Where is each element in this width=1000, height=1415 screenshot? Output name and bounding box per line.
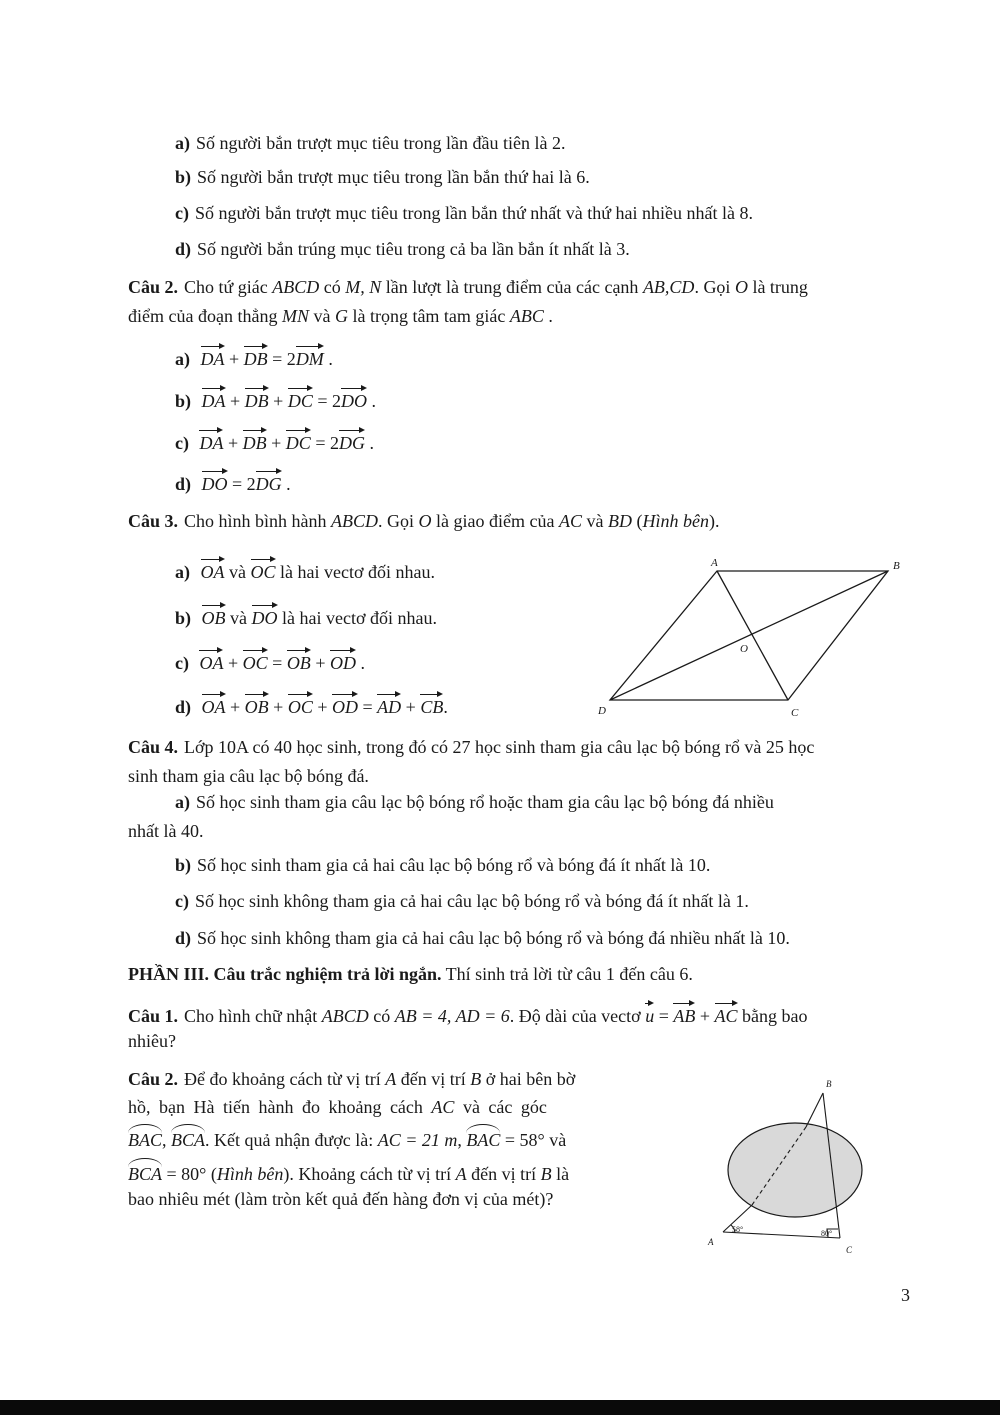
cau3-line1: Câu 3. Cho hình bình hành ABCD. Gọi O là giao điểm của AC và BD (Hình bên). (128, 511, 720, 531)
scan-border-bottom (0, 1400, 1000, 1415)
cau2-item-d: d) DO = 2DG . (175, 469, 291, 495)
p3-cau2-line2: hồ, bạn Hà tiến hành đo khoảng cách AC và các góc (128, 1097, 547, 1117)
p3-cau2-line4: BCA = 80° (Hình bên). Khoảng cách từ vị trí A đến vị trí B là (128, 1158, 569, 1185)
cau2-item-c: c) DA + DB + DC = 2DG . (175, 428, 374, 454)
vertex-label-b: B (893, 560, 900, 572)
part3-heading: PHẦN III. Câu trắc nghiệm trả lời ngắn. Thí sinh trả lời từ câu 1 đến câu 6. (128, 964, 693, 984)
cau4-item-d: d) Số học sinh không tham gia cả hai câu lạc bộ bóng rổ và bóng đá nhiều nhất là 10. (175, 928, 790, 948)
diagonal-bd (610, 571, 888, 700)
p3-cau1-line2: nhiêu? (128, 1031, 176, 1051)
point-label-c: C (846, 1245, 853, 1255)
cau3-item-c: c) OA + OC = OB + OD . (175, 648, 365, 674)
p3-cau1-line1: Câu 1. Cho hình chữ nhật ABCD có AB = 4, AD = 6. Độ dài của vectơ u = AB + AC bằng bao (128, 1001, 808, 1027)
p3-cau2-line5: bao nhiêu mét (làm tròn kết quả đến hàng đơn vị của mét)? (128, 1189, 554, 1209)
p3-cau2-line3: BAC, BCA. Kết quả nhận được là: AC = 21 m, BAC = 58° và (128, 1124, 566, 1151)
p3-cau2-line1: Câu 2. Để đo khoảng cách từ vị trí A đến vị trí B ở hai bên bờ (128, 1069, 576, 1089)
cau3-item-b: b) OB và DO là hai vectơ đối nhau. (175, 603, 437, 629)
cau3-item-d: d) OA + OB + OC + OD = AD + CB. (175, 692, 448, 718)
cau4-item-c: c) Số học sinh không tham gia cả hai câu lạc bộ bóng rổ và bóng đá ít nhất là 1. (175, 891, 749, 911)
lake-figure (700, 1075, 870, 1260)
diagonal-ac (717, 571, 788, 700)
cau2-item-b: b) DA + DB + DC = 2DO . (175, 386, 376, 412)
vertex-label-o: O (740, 643, 748, 655)
angle-label-c: 80° (821, 1229, 833, 1238)
cau4-item-a: a) Số học sinh tham gia câu lạc bộ bóng rổ hoặc tham gia câu lạc bộ bóng đá nhiều nhất là 40. (128, 792, 774, 841)
cau4-item-b: b) Số học sinh tham gia cả hai câu lạc bộ bóng rổ và bóng đá ít nhất là 10. (175, 855, 711, 875)
lake-ellipse (728, 1123, 862, 1217)
cau2-item-a: a) DA + DB = 2DM . (175, 344, 333, 370)
part1-item-c: c) Số người bắn trượt mục tiêu trong lần bắn thứ nhất và thứ hai nhiều nhất là 8. (175, 203, 753, 223)
vertex-label-c: C (791, 707, 799, 719)
point-label-a: A (708, 1237, 714, 1247)
vertex-label-a: A (711, 557, 718, 569)
parallelogram-figure (590, 552, 920, 724)
cau3-item-a: a) OA và OC là hai vectơ đối nhau. (175, 557, 435, 583)
segment-ab-outside-upper (806, 1093, 823, 1127)
point-label-b: B (826, 1079, 832, 1089)
part1-item-a: a) Số người bắn trượt mục tiêu trong lần đầu tiên là 2. (175, 133, 566, 153)
page-number: 3 (901, 1285, 910, 1305)
part1-item-d: d) Số người bắn trúng mục tiêu trong cả ba lần bắn ít nhất là 3. (175, 239, 630, 259)
cau4-stem: Câu 4. Lớp 10A có 40 học sinh, trong đó có 27 học sinh tham gia câu lạc bộ bóng rổ và 25 học sinh tham gia câu lạc bộ bóng đá. (128, 737, 815, 786)
cau2-line1: Câu 2. Cho tứ giác ABCD có M, N lần lượt là trung điểm của các cạnh AB,CD. Gọi O là trung (128, 277, 808, 297)
vertex-label-d: D (598, 705, 606, 717)
part1-item-b: b) Số người bắn trượt mục tiêu trong lần bắn thứ hai là 6. (175, 167, 590, 187)
angle-label-a: 58° (732, 1225, 744, 1234)
cau2-line2: điểm của đoạn thẳng MN và G là trọng tâm tam giác ABC . (128, 306, 553, 326)
